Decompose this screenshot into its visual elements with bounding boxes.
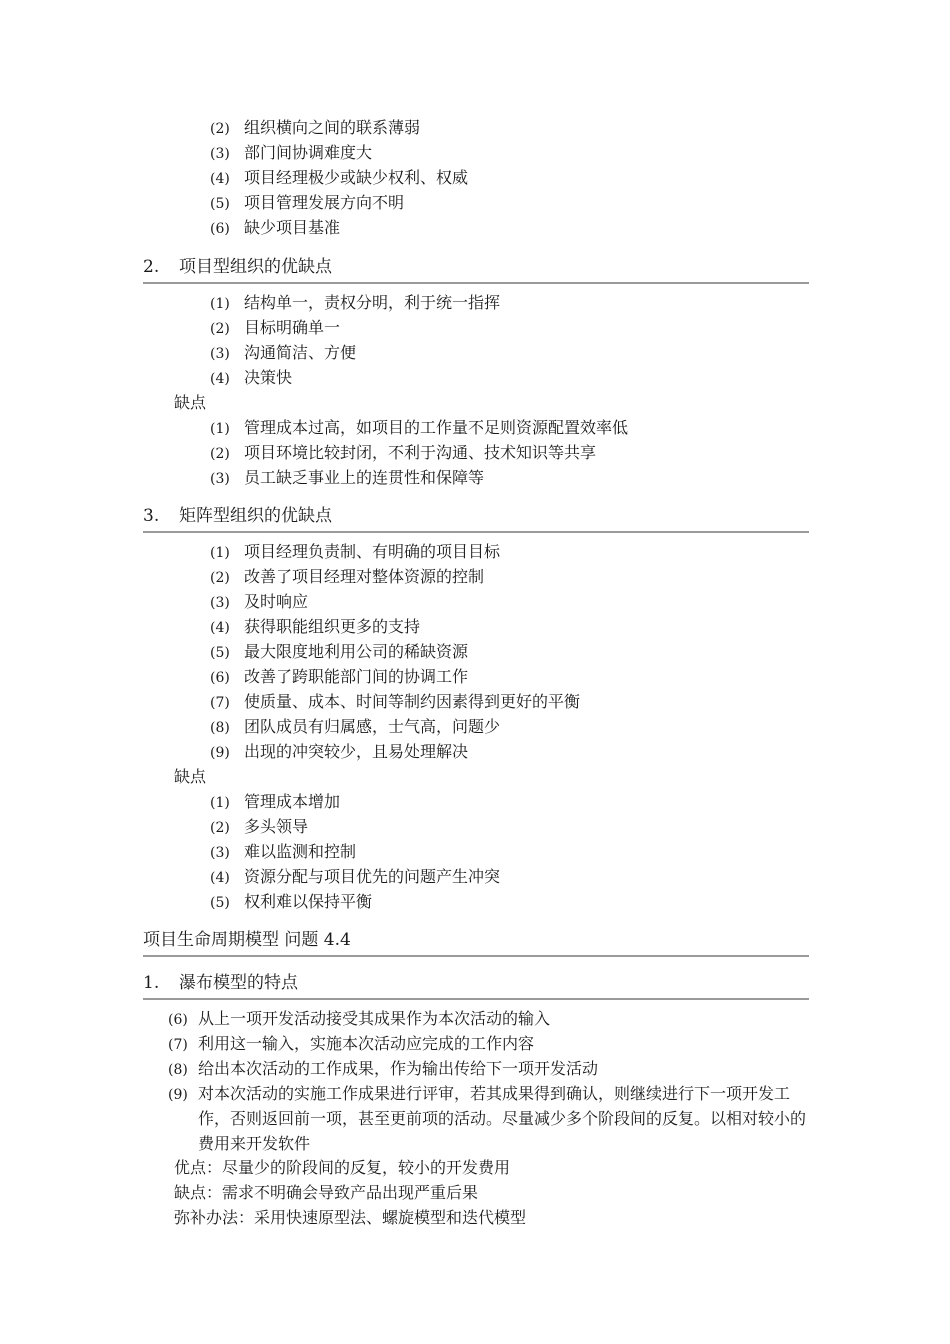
item-text: 项目管理发展方向不明 [244,193,405,212]
item-text: 资源分配与项目优先的问题产生冲突 [244,867,501,886]
item-number: (3) [210,471,230,487]
list-item [168,1006,550,1033]
item-number: (4) [210,620,230,636]
item-number: (3) [210,346,230,362]
list-item [210,465,484,492]
list-item [210,789,340,816]
item-number: (8) [210,720,230,736]
list-item [210,115,420,142]
item-number: (2) [210,820,230,836]
item-text: 从上一项开发活动接受其成果作为本次活动的输入 [198,1009,551,1028]
item-number: (5) [210,196,230,212]
item-text: 获得职能组织更多的支持 [244,617,421,636]
list-item [210,589,308,616]
item-number: (4) [210,371,230,387]
item-number: (3) [210,595,230,611]
list-item-number [168,1081,198,1108]
item-number: (6) [168,1012,188,1028]
item-number: (9) [168,1087,188,1103]
list-item [210,215,340,242]
section-number: 2. [143,257,160,277]
list-item [210,614,420,641]
chapter-heading: 项目生命周期模型 问题 4.4 [143,930,351,950]
section-number: 3. [143,506,160,526]
item-number: (1) [210,421,230,437]
item-number: (8) [168,1062,188,1078]
list-item [210,889,372,916]
item-text: 组织横向之间的联系薄弱 [244,118,421,137]
item-text: 结构单一，责权分明，利于统一指挥 [244,293,501,312]
list-item [210,365,292,392]
item-text: 项目经理极少或缺少权利、权威 [244,168,469,187]
list-item [210,190,404,217]
item-number: (4) [210,870,230,886]
item-text: 缺少项目基准 [244,218,341,237]
list-item [210,739,468,766]
item-text: 管理成本过高，如项目的工作量不足则资源配置效率低 [244,418,629,437]
list-item [210,664,468,691]
heading-rule [143,282,809,284]
list-item [210,689,580,716]
item-number: (5) [210,895,230,911]
item-number: (6) [210,221,230,237]
item-number: (3) [210,146,230,162]
item-text: 出现的冲突较少，且易处理解决 [244,742,469,761]
item-text: 利用这一输入，实施本次活动应完成的工作内容 [198,1034,535,1053]
item-number: (2) [210,321,230,337]
item-text: 团队成员有归属感，士气高，问题少 [244,717,501,736]
item-text: 决策快 [244,368,293,387]
item-text: 最大限度地利用公司的稀缺资源 [244,642,469,661]
item-number: (1) [210,296,230,312]
item-text: 给出本次活动的工作成果，作为输出传给下一项开发活动 [198,1059,599,1078]
heading-rule [143,531,809,533]
cons-label: 缺点 [174,767,207,786]
item-text: 多头领导 [244,817,309,836]
item-text: 使质量、成本、时间等制约因素得到更好的平衡 [244,692,581,711]
item-text: 沟通简洁、方便 [244,343,357,362]
item-text: 项目环境比较封闭，不利于沟通、技术知识等共享 [244,443,597,462]
item-text: 难以监测和控制 [244,842,357,861]
item-text: 目标明确单一 [244,318,341,337]
item-number: (7) [210,695,230,711]
section-number: 1. [143,973,160,993]
pros-text: 优点：尽量少的阶段间的反复，较小的开发费用 [174,1158,511,1177]
section-heading [143,970,809,996]
item-text: 管理成本增加 [244,792,341,811]
section-heading [143,254,809,280]
item-text: 项目经理负责制、有明确的项目目标 [244,542,501,561]
item-text: 及时响应 [244,592,309,611]
item-text: 对本次活动的实施工作成果进行评审，若其成果得到确认，则继续进行下一项开发工作，否则返回前一项，甚至更前项的活动。尽量减少多个阶段间的反复。以相对较小的费用来开发软件 [198,1084,807,1153]
item-number: (2) [210,121,230,137]
heading-rule [143,998,809,1000]
item-text: 部门间协调难度大 [244,143,373,162]
section-title: 矩阵型组织的优缺点 [179,506,332,526]
list-item [210,315,340,342]
item-number: (6) [210,670,230,686]
cons-text: 缺点：需求不明确会导致产品出现严重后果 [174,1183,479,1202]
list-item [210,864,500,891]
cons-label: 缺点 [174,393,207,412]
list-item [210,539,500,566]
heading-rule [143,955,809,957]
item-text: 权利难以保持平衡 [244,892,373,911]
item-number: (1) [210,545,230,561]
item-number: (2) [210,570,230,586]
list-item [210,814,308,841]
list-item [210,714,500,741]
item-number: (5) [210,645,230,661]
list-item [210,140,372,167]
item-text: 改善了跨职能部门间的协调工作 [244,667,469,686]
section-title: 项目型组织的优缺点 [179,257,332,277]
list-item [168,1056,598,1083]
item-number: (9) [210,745,230,761]
remedy-text: 弥补办法：采用快速原型法、螺旋模型和迭代模型 [174,1208,527,1227]
item-text: 员工缺乏事业上的连贯性和保障等 [244,468,485,487]
section-heading [143,503,809,529]
item-number: (1) [210,795,230,811]
list-item [210,440,596,467]
item-text: 改善了项目经理对整体资源的控制 [244,567,485,586]
section-title: 瀑布模型的特点 [179,973,298,993]
list-item [210,290,500,317]
list-item [210,639,468,666]
list-item [210,165,468,192]
item-number: (2) [210,446,230,462]
item-number: (4) [210,171,230,187]
list-item [168,1031,534,1058]
item-number: (3) [210,845,230,861]
list-item [210,415,628,442]
list-item [210,839,356,866]
item-number: (7) [168,1037,188,1053]
list-item [210,564,484,591]
list-item [210,340,356,367]
